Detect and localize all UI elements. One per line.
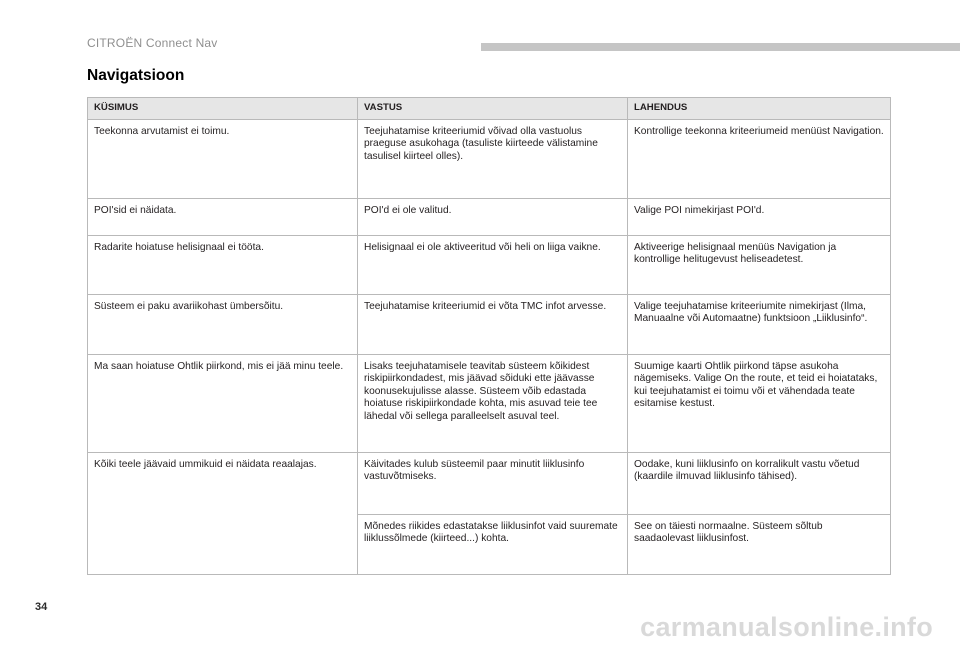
solution-cell: Suumige kaarti Ohtlik piirkond täpse asukoha nägemiseks. Valige On the route, et teid ei hoiatataks, kui teejuhatamist ei toimu või et vähendada teate esitamise kestust. bbox=[628, 355, 891, 453]
table-row bbox=[88, 199, 891, 236]
header-bar bbox=[481, 43, 960, 51]
answer-cell: Teejuhatamise kriteeriumid ei võta TMC infot arvesse. bbox=[358, 295, 628, 355]
column-header-answer: VASTUS bbox=[358, 98, 628, 120]
faq-table bbox=[87, 97, 891, 575]
column-header-solution: LAHENDUS bbox=[628, 98, 891, 120]
answer-cell: Lisaks teejuhatamisele teavitab süsteem kõikidest riskipiirkondadest, mis jäävad sõiduki ette jäävasse koonusekujulisse alasse. Süsteem võib edastada hoiatuse riskipiirkondade kohta, mis asuvad teie tee lähedal või sellega paralleelselt asuval teel. bbox=[358, 355, 628, 453]
answer-cell: Helisignaal ei ole aktiveeritud või heli on liiga vaikne. bbox=[358, 236, 628, 295]
solution-cell: Oodake, kuni liiklusinfo on korralikult vastu võetud (kaardile ilmuvad liiklusinfo tähised). bbox=[628, 453, 891, 515]
page-number: 34 bbox=[35, 601, 48, 613]
question-cell: Radarite hoiatuse helisignaal ei tööta. bbox=[88, 236, 358, 295]
header-title: CITROËN Connect Nav bbox=[87, 36, 218, 50]
solution-cell: Aktiveerige helisignaal menüüs Navigation ja kontrollige helitugevust heliseadetest. bbox=[628, 236, 891, 295]
question-cell: POI'sid ei näidata. bbox=[88, 199, 358, 236]
table-row bbox=[88, 295, 891, 355]
answer-cell: Mõnedes riikides edastatakse liiklusinfot vaid suuremate liiklussõlmede (kiirteed...) kohta. bbox=[358, 515, 628, 575]
table-header-row bbox=[88, 98, 891, 120]
solution-cell: Kontrollige teekonna kriteeriumeid menüüst Navigation. bbox=[628, 120, 891, 199]
question-cell: Ma saan hoiatuse Ohtlik piirkond, mis ei jää minu teele. bbox=[88, 355, 358, 453]
table-row bbox=[88, 355, 891, 453]
answer-cell: Teejuhatamise kriteeriumid võivad olla vastuolus praeguse asukohaga (tasuliste kiirteede välistamine tasulisel kiirteel olles). bbox=[358, 120, 628, 199]
solution-cell: Valige POI nimekirjast POI'd. bbox=[628, 199, 891, 236]
column-header-question: KÜSIMUS bbox=[88, 98, 358, 120]
question-cell: Süsteem ei paku avariikohast ümbersõitu. bbox=[88, 295, 358, 355]
table-row bbox=[88, 453, 891, 515]
answer-cell: POI'd ei ole valitud. bbox=[358, 199, 628, 236]
question-cell: Kõiki teele jäävaid ummikuid ei näidata reaalajas. bbox=[88, 453, 358, 575]
question-cell: Teekonna arvutamist ei toimu. bbox=[88, 120, 358, 199]
section-title: Navigatsioon bbox=[87, 67, 185, 84]
answer-cell: Käivitades kulub süsteemil paar minutit liiklusinfo vastuvõtmiseks. bbox=[358, 453, 628, 515]
table-row bbox=[88, 236, 891, 295]
solution-cell: Valige teejuhatamise kriteeriumite nimekirjast (Ilma, Manuaalne või Automaatne) funktsioon „Liiklusinfo“. bbox=[628, 295, 891, 355]
solution-cell: See on täiesti normaalne. Süsteem sõltub saadaolevast liiklusinfost. bbox=[628, 515, 891, 575]
table-row bbox=[88, 120, 891, 199]
watermark: carmanualsonline.info bbox=[640, 612, 933, 642]
